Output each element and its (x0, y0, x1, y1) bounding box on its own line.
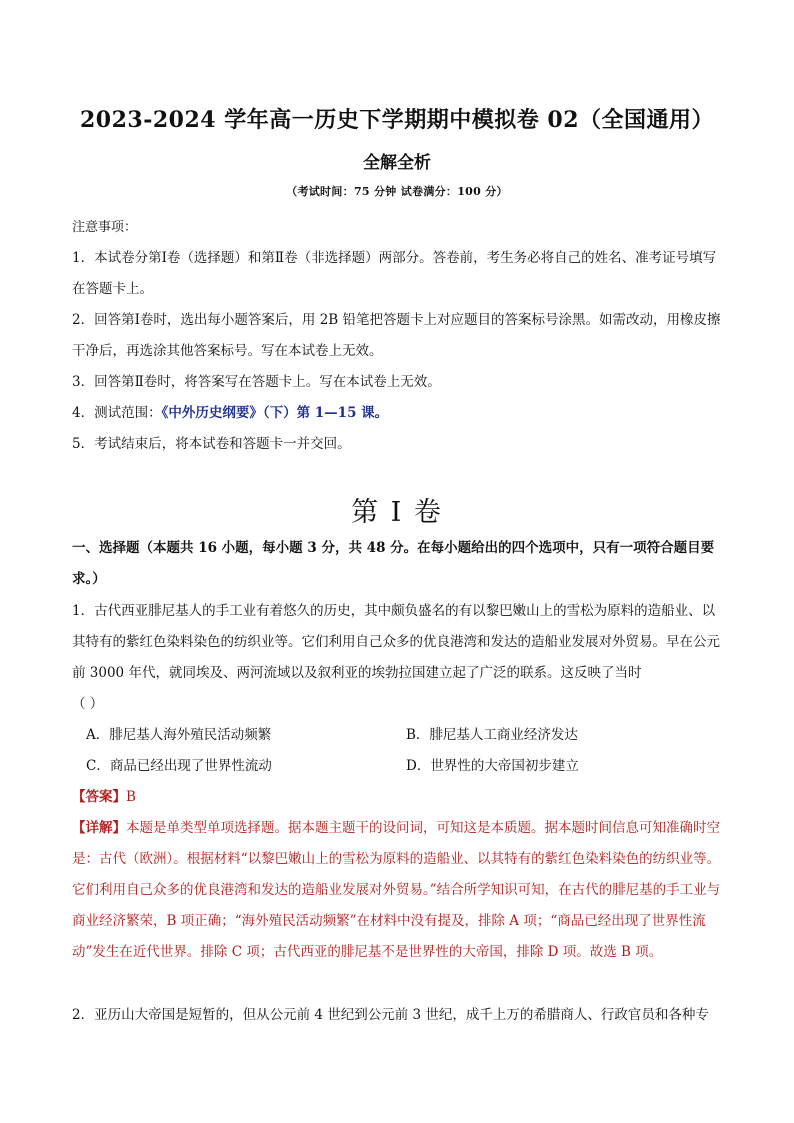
question-stem: 2．亚历山大帝国是短暂的，但从公元前 4 世纪到公元前 3 世纪，成千上万的希腊商人、行政官员和各种专 (72, 1007, 709, 1023)
answer-line (72, 782, 724, 813)
answer-blank: （ ） (72, 696, 104, 712)
option-d: D．世界性的大帝国初步建立 (406, 758, 579, 774)
option-c: C．商品已经出现了世界性流动 (86, 758, 272, 774)
notice-item (72, 398, 724, 429)
page-title: 2023-2024 学年高一历史下学期期中模拟卷 02（全国通用） (79, 107, 715, 133)
notice-heading: 注意事项： (72, 220, 138, 235)
notice-list (72, 243, 724, 460)
page-subtitle: 全解全析 (363, 153, 431, 173)
explanation (72, 813, 724, 968)
notice-item: 2．回答第Ⅰ卷时，选出每小题答案后，用 2B 铅笔把答题卡上对应题目的答案标号涂黑。如需改动，用橡皮擦干净后，再选涂其他答案标号。写在本试卷上无效。 (72, 312, 721, 359)
notice-item: 1．本试卷分第Ⅰ卷（选择题）和第Ⅱ卷（非选择题）两部分。答卷前，考生务必将自己的姓名、准考证号填写在答题卡上。 (72, 250, 717, 297)
question-1 (72, 596, 724, 720)
test-scope: 《中外历史纲要》（下）第 1—15 课。 (161, 405, 389, 421)
option-b: B．腓尼基人工商业经济发达 (406, 727, 578, 743)
question-1-options (86, 720, 726, 782)
volume-title: 第 I 卷 (351, 497, 443, 528)
answer-tag: 【答案】 (72, 789, 126, 805)
notice-item: 5．考试结束后，将本试卷和答题卡一并交回。 (72, 436, 351, 452)
question-2 (72, 1000, 724, 1031)
detail-text: 本题是单类型单项选择题。据本题主题干的设问词，可知这是本质题。据本题时间信息可知准确时空是：古代（欧洲）。根据材料“以黎巴嫩山上的雪松为原料的造船业、以其特有的紫红色染料染色的纺织业等。它们利用自己众多的优良港湾和发达的造船业发展对外贸易。”结合所学知识可知，在古代的腓尼基的手工业与商业经济繁荣，B 项正确；“海外殖民活动频繁”在材料中没有提及，排除 A 项；“商品已经出现了世界性流动”发生在近代世界。排除 C 项；古代西亚的腓尼基不是世界性的大帝国，排除 D 项。故选 B 项。 (72, 820, 721, 960)
notice-item-prefix: 4．测试范围： (72, 405, 162, 421)
notice-item: 3．回答第Ⅱ卷时，将答案写在答题卡上。写在本试卷上无效。 (72, 374, 441, 390)
section-heading: 一、选择题（本题共 16 小题，每小题 3 分，共 48 分。在每小题给出的四个选项中，只有一项符合题目要求。） (72, 540, 715, 587)
detail-tag: 【详解】 (72, 820, 126, 836)
answer-value: B (126, 789, 136, 805)
option-a: A．腓尼基人海外殖民活动频繁 (86, 727, 272, 743)
question-stem: 1．古代西亚腓尼基人的手工业有着悠久的历史，其中颇负盛名的有以黎巴嫩山上的雪松为原料的造船业、以其特有的紫红色染料染色的纺织业等。它们利用自己众多的优良港湾和发达的造船业发展对外贸易。早在公元前 3000 年代，就同埃及、两河流域以及叙利亚的埃勃拉国建立起了广泛的联系。这反映了当时 (72, 603, 720, 681)
exam-meta: （考试时间：75 分钟 试卷满分：100 分） (286, 185, 508, 198)
